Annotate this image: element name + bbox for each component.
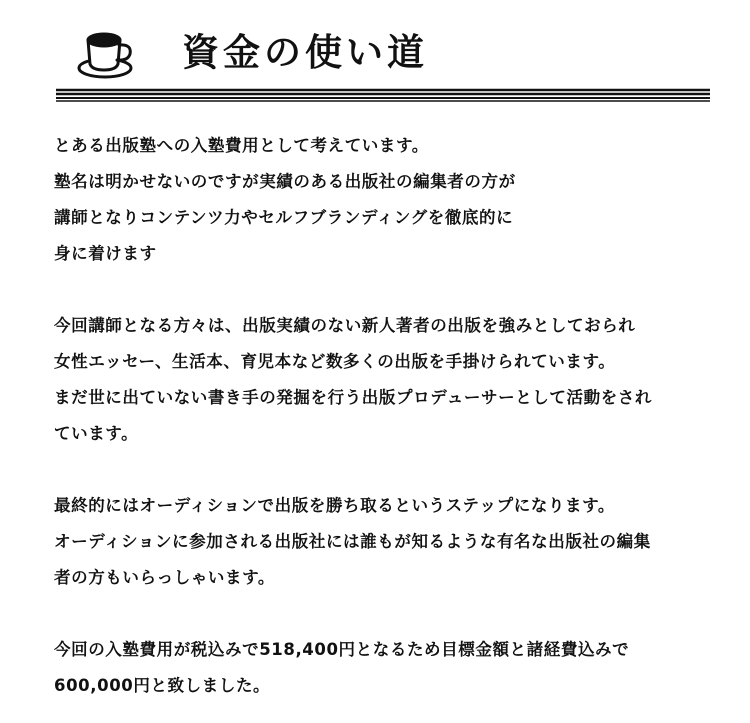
text-line: 者の方もいらっしゃいます。 xyxy=(54,568,275,587)
text-line: ています。 xyxy=(54,424,139,443)
paragraph-spacer xyxy=(54,596,734,632)
paragraph-3 xyxy=(54,488,734,596)
body-text xyxy=(54,128,734,704)
text-line: 塾名は明かせないのですが実績のある出版社の編集者の方が xyxy=(54,172,516,191)
text-line: 講師となりコンテンツ力やセルフブランディングを徹底的に xyxy=(54,208,514,227)
text-line: 最終的にはオーディションで出版を勝ち取るというステップになります。 xyxy=(54,496,615,515)
coffee-cup-icon xyxy=(76,26,138,80)
title-underline-rule xyxy=(56,88,710,102)
section-header xyxy=(0,0,750,104)
text-line: 女性エッセー、生活本、育児本など数多くの出版を手掛けられています。 xyxy=(54,352,616,371)
text-line: 今回の入塾費用が税込みで518,400円となるため目標金額と諸経費込みで xyxy=(54,640,630,659)
text-line: まだ世に出ていない書き手の発掘を行う出版プロデューサーとして活動をされ xyxy=(54,388,653,407)
paragraph-spacer xyxy=(54,452,734,488)
text-line: 600,000円と致しました。 xyxy=(54,676,271,695)
text-line: 今回講師となる方々は、出版実績のない新人著者の出版を強みとしておられ xyxy=(54,316,636,335)
text-line: とある出版塾への入塾費用として考えています。 xyxy=(54,136,429,155)
page-title: 資金の使い道 xyxy=(182,31,428,74)
text-line: 身に着けます xyxy=(54,244,157,263)
paragraph-spacer xyxy=(54,272,734,308)
paragraph-2 xyxy=(54,308,734,452)
paragraph-1 xyxy=(54,128,734,272)
paragraph-4 xyxy=(54,632,734,704)
text-line: オーディションに参加される出版社には誰もが知るような有名な出版社の編集 xyxy=(54,532,651,551)
